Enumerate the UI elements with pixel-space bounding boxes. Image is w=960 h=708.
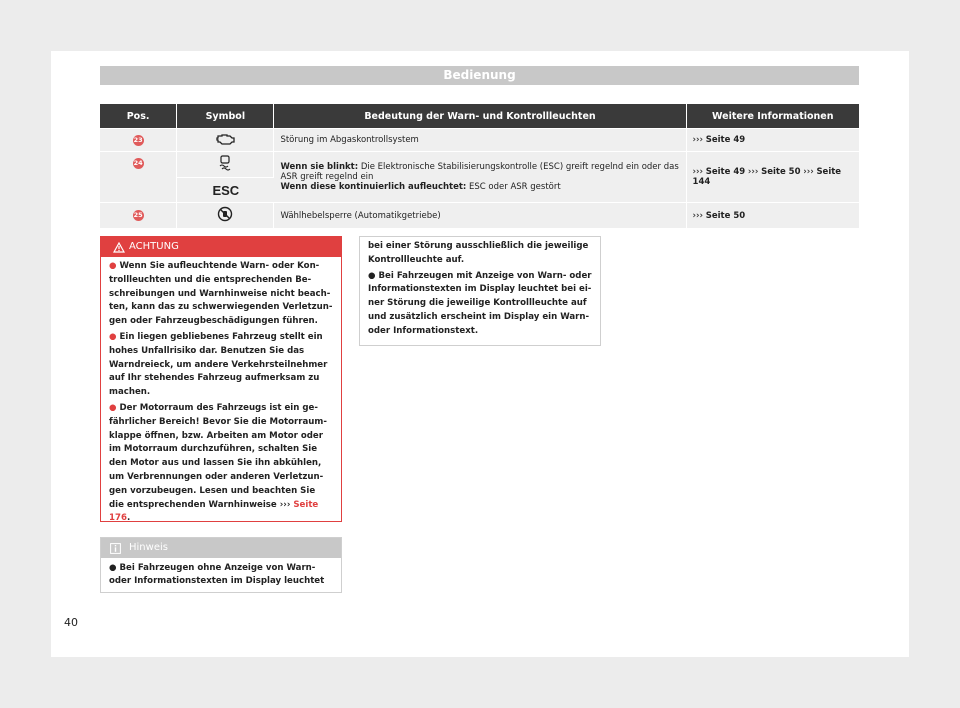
warning-item: ● Ein liegen gebliebenes Fahrzeug stellt ein hohes Unfallrisiko dar. Benutzen Sie das Warndreieck, um andere Verkehrsteilnehmer auf Ihr stehendes Fahrzeug aufmerksam zu machen. [109,331,328,398]
hint-text: Bei Fahrzeugen ohne Anzeige von Warn-oder Informationstexten im Display leuchtet [109,563,325,586]
page-reference-link[interactable]: Seite 144 [692,167,842,187]
hint-title: Hinweis [129,542,168,553]
ref-arrow: ››› [279,499,291,510]
table-row [100,152,859,177]
gear-lever-lock-icon [217,215,233,225]
column-header-info: Weitere Informationen [687,104,859,128]
table-header-row [100,104,859,128]
warning-body [101,257,341,526]
meaning-cell: Wählhebelsperre (Automatikgetriebe) [274,203,686,228]
page-reference-link[interactable]: Seite 49 [705,135,746,145]
info-cell [687,203,859,228]
warning-header [101,237,341,257]
ref-arrow: ››› [747,167,759,177]
info-cell [687,129,859,151]
column-header-symbol: Symbol [177,104,274,128]
page-reference-link[interactable]: Seite 50 [761,167,801,177]
warning-box [100,236,342,522]
table-row [100,129,859,151]
bullet-icon: ● [109,402,117,413]
esc-text-icon: ESC [212,182,240,198]
section-header [100,66,859,85]
position-badge: 25 [133,211,143,219]
page-reference-link[interactable]: Seite 176 [109,499,319,524]
ref-arrow: ››› [692,135,704,145]
warning-lights-table [100,103,859,229]
ref-arrow: ››› [692,167,704,177]
page-reference-link[interactable]: Seite 50 [705,210,746,221]
bullet-icon: ● [109,331,117,342]
column-header-pos: Pos. [100,104,177,128]
ref-arrow: ››› [803,167,814,177]
meaning-cell [274,152,686,202]
position-badge: 23 [133,135,143,144]
page-reference-link[interactable]: Seite 49 [705,167,746,177]
page-number: 40 [64,616,78,629]
hint-continuation-box [359,236,601,346]
warning-item: ● Wenn Sie aufleuchtende Warn- oder Kon-trollleuchten und die entsprechenden Be-schreibungen und Warnhinweise nicht beach-ten, kann das zu schwerwiegenden Verletzun-gen oder Fahrzeugbeschädigungen führen. [109,261,333,327]
hint-box [100,537,342,593]
bullet-icon: ● [109,563,117,573]
esc-car-skid-icon [217,164,233,174]
meaning-label: Wenn sie blinkt: [280,162,359,172]
section-title: Bedienung [443,68,516,82]
column-header-meaning: Bedeutung der Warn- und Kontrollleuchten [274,104,686,128]
info-note-icon [110,542,121,562]
warning-item: ● Der Motorraum des Fahrzeugs ist ein ge-fährlicher Bereich! Bevor Sie die Motorraum-klappe öffnen, bzw. Arbeiten am Motor oder im Motorraum durchzuführen, schalten Sie den Motor aus und lassen Sie ihn abkühlen, um Verbrennungen oder anderen Verletzun-gen vorzubeugen. Lesen und beachten Sie die entsprechenden Warnhinweise ››› Seite 176. [109,402,327,524]
warning-triangle-icon [113,241,125,261]
continuation-item: ● Bei Fahrzeugen mit Anzeige von Warn- oder Informationstexten im Display leuchtet bei ei-ner Störung die jeweilige Kontrollleuchte auf und zusätzlich erscheint im Display ein Warn-oder Informationstext. [368,270,592,336]
warning-title: ACHTUNG [129,241,179,252]
info-cell [687,152,859,202]
continuation-text: bei einer Störung ausschließlich die jeweilige Kontrollleuchte auf. [368,241,589,265]
meaning-text: Die Elektronische Stabilisierungskontrolle (ESC) greift regelnd ein oder das ASR greift regelnd ein [280,162,679,182]
bullet-icon: ● [368,270,376,281]
hint-header [101,538,341,558]
meaning-text: ESC oder ASR gestört [469,182,561,192]
hint-body [101,558,341,592]
engine-icon [215,138,235,148]
table-row [100,203,859,228]
position-badge: 24 [133,159,143,167]
meaning-cell: Störung im Abgaskontrollsystem [274,129,686,151]
ref-arrow: ››› [692,210,704,221]
bullet-icon: ● [109,261,117,271]
meaning-label: Wenn diese kontinuierlich aufleuchtet: [280,182,467,192]
